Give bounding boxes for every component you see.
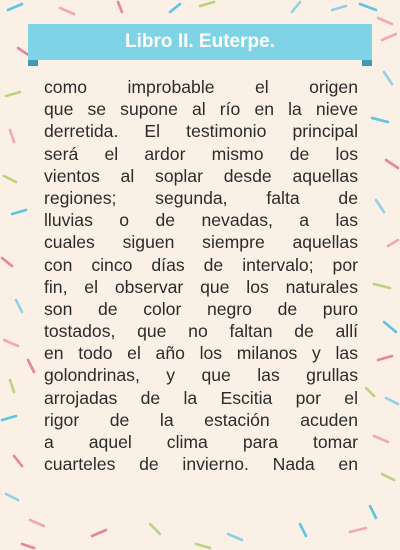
text-line: cuarteles de invierno. Nada en — [44, 454, 358, 475]
confetti-sprinkle — [6, 494, 18, 500]
confetti-sprinkle — [22, 544, 34, 548]
text-line: rigor de la estación acuden — [44, 409, 358, 430]
confetti-sprinkle — [350, 528, 366, 532]
confetti-sprinkle — [374, 284, 390, 288]
text-line: lluvias o de nevadas, a las — [44, 210, 358, 231]
confetti-sprinkle — [150, 524, 160, 534]
confetti-sprinkle — [10, 130, 14, 142]
text-line: arrojadas de la Escitia por el — [44, 387, 358, 408]
confetti-sprinkle — [196, 544, 210, 548]
confetti-sprinkle — [292, 2, 300, 12]
confetti-sprinkle — [8, 4, 22, 10]
confetti-sprinkle — [382, 474, 394, 480]
confetti-sprinkle — [170, 4, 180, 12]
confetti-sprinkle — [388, 240, 398, 246]
text-line: vientos al soplar desde aquellas — [44, 165, 358, 186]
confetti-sprinkle — [386, 398, 398, 404]
confetti-sprinkle — [14, 456, 22, 466]
confetti-sprinkle — [16, 300, 22, 312]
confetti-sprinkle — [6, 92, 20, 96]
title-banner — [28, 24, 372, 66]
text-line: en todo el año los milanos y las — [44, 343, 358, 364]
confetti-sprinkle — [384, 322, 396, 332]
confetti-sprinkle — [92, 530, 106, 536]
confetti-sprinkle — [200, 2, 214, 6]
confetti-sprinkle — [332, 6, 346, 10]
confetti-sprinkle — [386, 160, 398, 168]
page-body-text — [44, 76, 358, 475]
confetti-sprinkle — [376, 200, 384, 212]
text-line: con cinco días de intervalo; por — [44, 254, 358, 275]
confetti-sprinkle — [10, 380, 14, 392]
text-line: cuales siguen siempre aquellas — [44, 232, 358, 253]
confetti-sprinkle — [30, 520, 44, 526]
text-line: regiones; segunda, falta de — [44, 187, 358, 208]
banner-title: Libro II. Euterpe. — [125, 31, 275, 52]
confetti-sprinkle — [4, 176, 16, 182]
confetti-sprinkle — [378, 356, 392, 360]
confetti-sprinkle — [2, 416, 16, 420]
confetti-sprinkle — [382, 34, 396, 40]
confetti-sprinkle — [384, 72, 392, 84]
confetti-sprinkle — [300, 524, 306, 536]
confetti-sprinkle — [118, 2, 122, 12]
confetti-sprinkle — [60, 8, 74, 14]
text-line: será el ardor mismo de los — [44, 143, 358, 164]
text-line: golondrinas, y que las grullas — [44, 365, 358, 386]
confetti-sprinkle — [378, 18, 392, 24]
text-line: como improbable el origen — [44, 77, 358, 97]
confetti-sprinkle — [2, 258, 12, 266]
confetti-sprinkle — [4, 340, 18, 346]
confetti-sprinkle — [12, 210, 26, 214]
text-line: que se supone al río en la nieve — [44, 99, 358, 120]
confetti-sprinkle — [372, 118, 388, 122]
confetti-sprinkle — [28, 360, 34, 372]
confetti-sprinkle — [366, 388, 374, 396]
confetti-sprinkle — [228, 534, 242, 540]
text-line: tostados, que no faltan de allí — [44, 321, 358, 342]
confetti-sprinkle — [370, 506, 376, 518]
text-line: son de color negro de puro — [44, 298, 358, 319]
text-line: derretida. El testimonio principal — [44, 121, 358, 142]
confetti-sprinkle — [374, 436, 388, 442]
text-line: a aquel clima para tomar — [44, 432, 358, 452]
text-line: fin, el observar que los naturales — [44, 276, 358, 297]
confetti-sprinkle — [360, 4, 376, 10]
